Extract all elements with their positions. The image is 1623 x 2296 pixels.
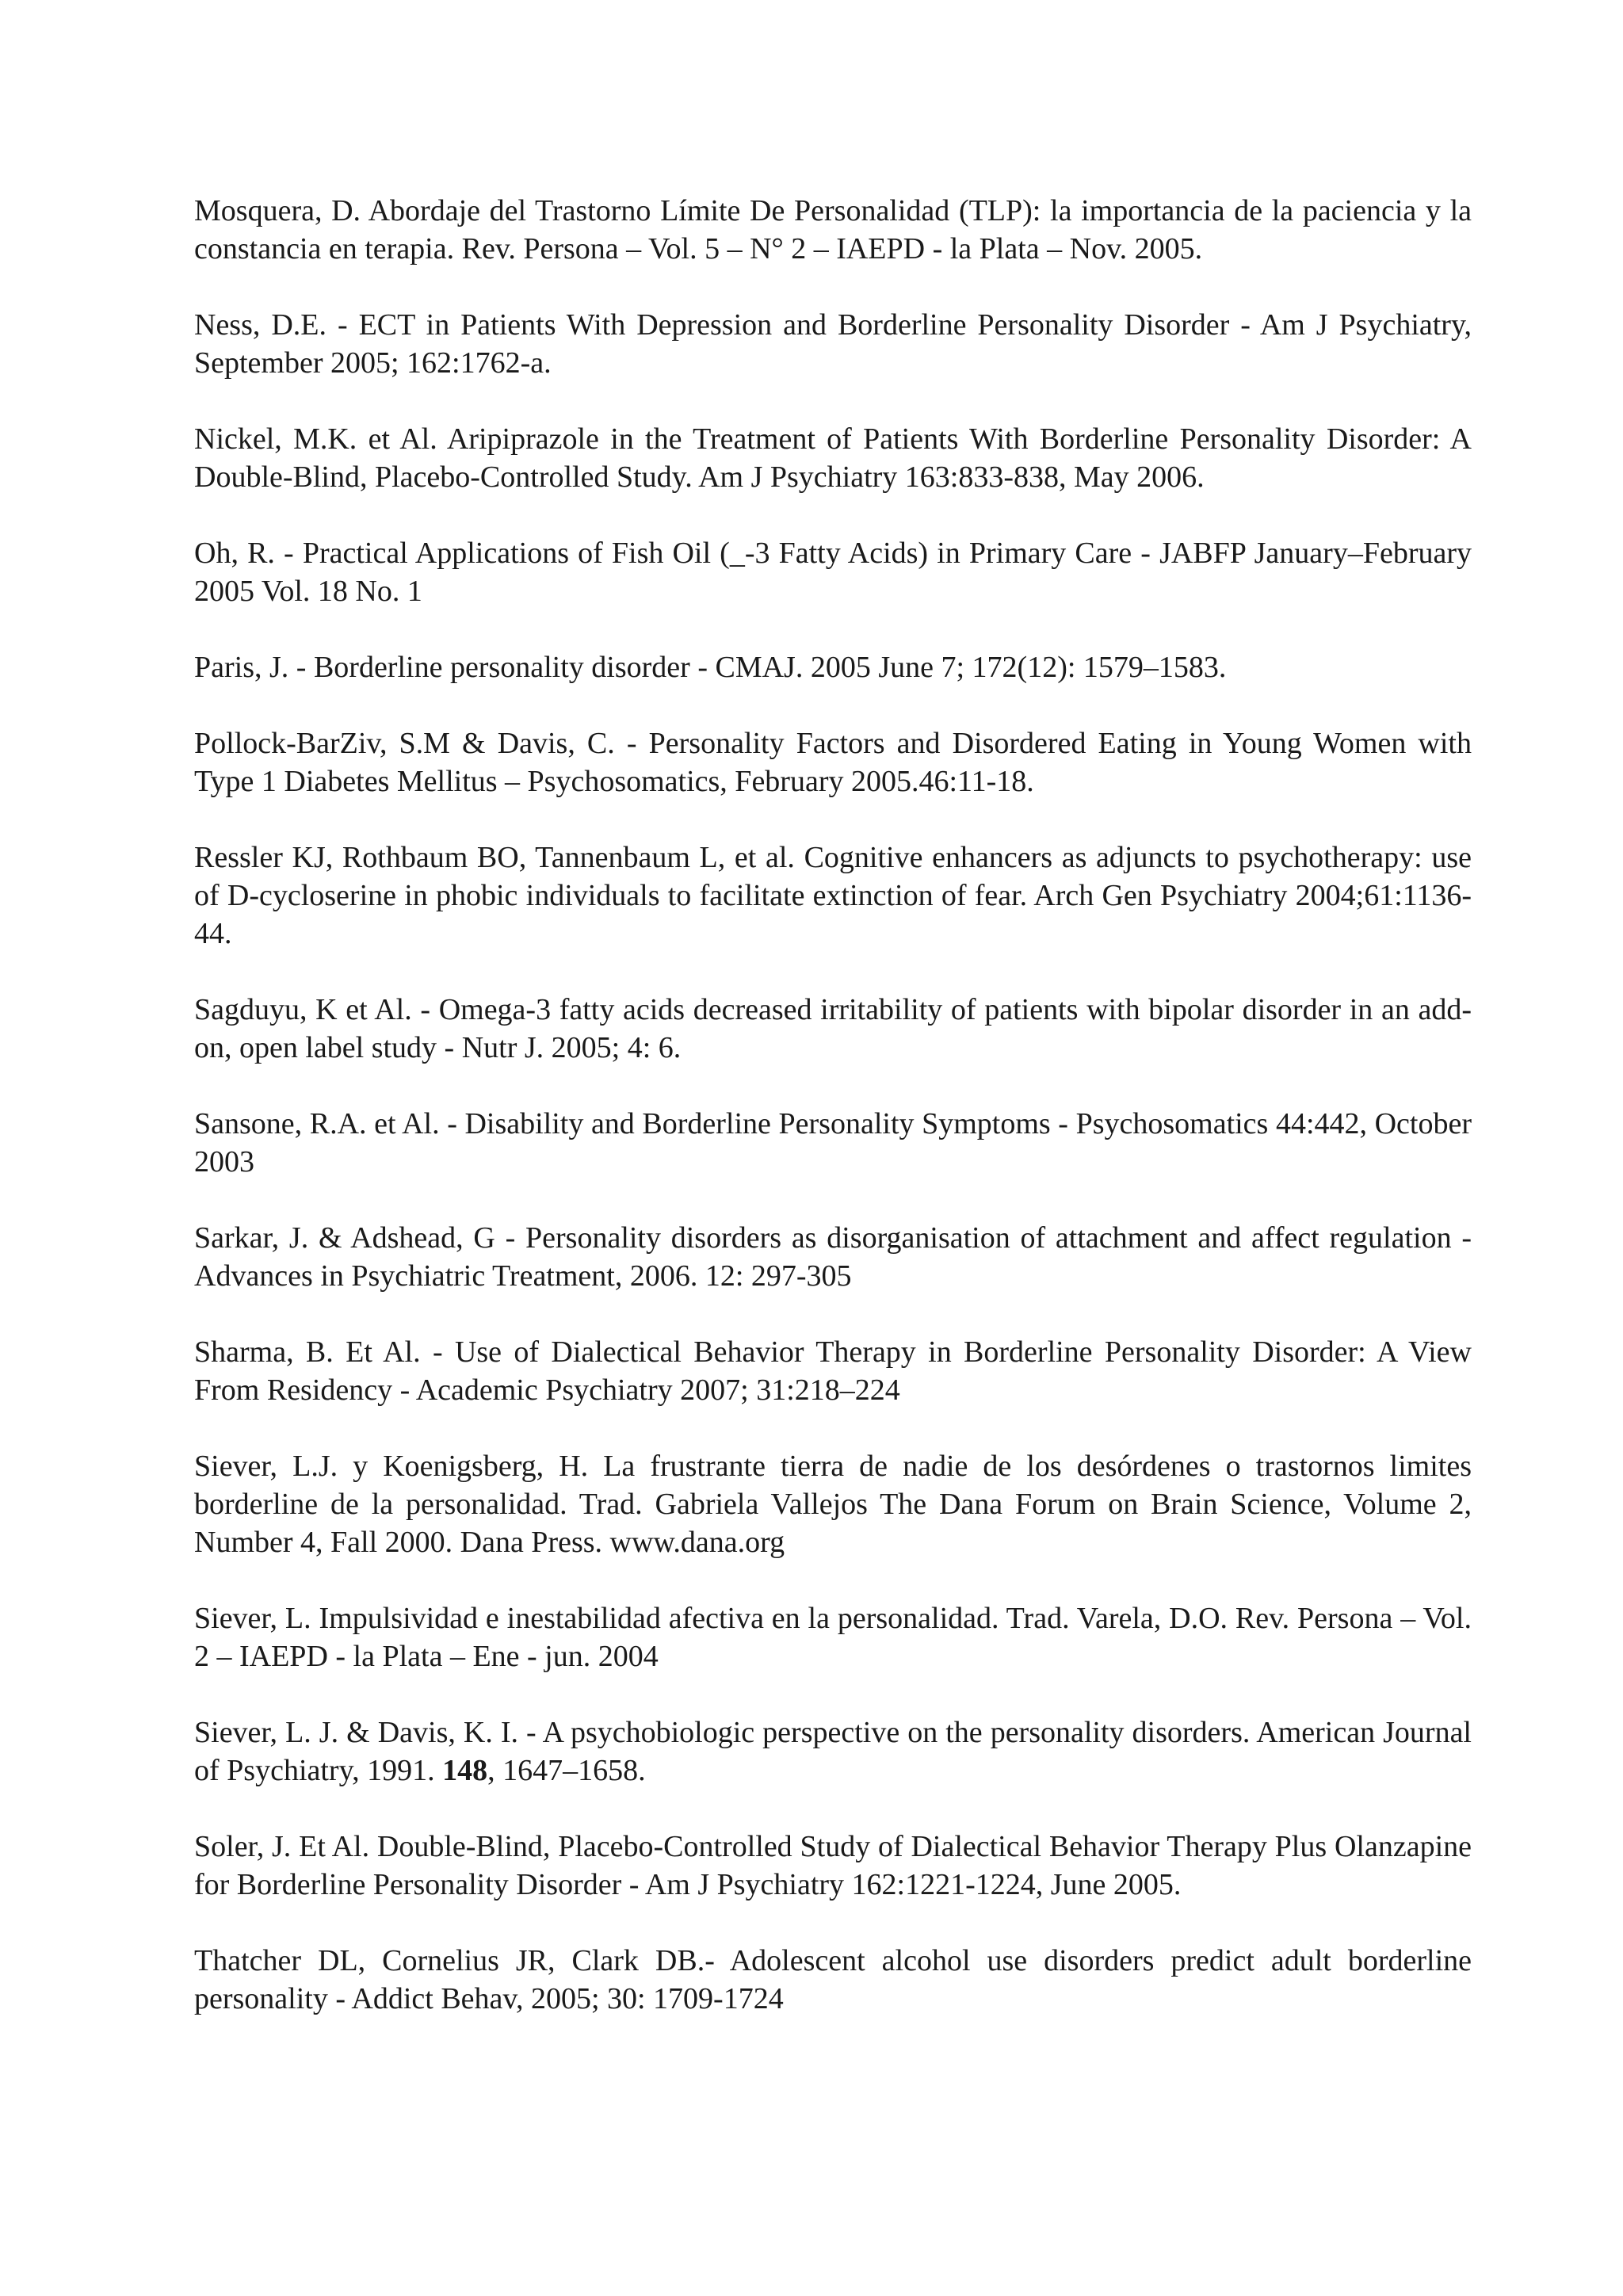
- reference-entry: Ness, D.E. - ECT in Patients With Depression and Borderline Personality Disorder - Am J Psychiatry, September 2005; 162:1762-a.: [194, 308, 1472, 380]
- reference-entry: Oh, R. - Practical Applications of Fish Oil (_-3 Fatty Acids) in Primary Care - JABFP January–February 2005 Vol. 18 No. 1: [194, 537, 1472, 608]
- volume-number: 148: [442, 1754, 488, 1787]
- reference-entry: Sagduyu, K et Al. - Omega-3 fatty acids decreased irritability of patients with bipolar disorder in an add-on, open label study - Nutr J. 2005; 4: 6.: [194, 993, 1472, 1064]
- reference-entry: Nickel, M.K. et Al. Aripiprazole in the Treatment of Patients With Borderline Personality Disorder: A Double-Blind, Placebo-Controlled Study. Am J Psychiatry 163:833-838, May 2006.: [194, 422, 1472, 494]
- reference-entry: Ressler KJ, Rothbaum BO, Tannenbaum L, et al. Cognitive enhancers as adjuncts to psychotherapy: use of D-cycloserine in phobic individuals to facilitate extinction of fear. Arch Gen Psychiatry 2004;61:1136-44.: [194, 841, 1472, 950]
- reference-entry: Pollock-BarZiv, S.M & Davis, C. - Personality Factors and Disordered Eating in Young Women with Type 1 Diabetes Mellitus – Psychosomatics, February 2005.46:11-18.: [194, 727, 1472, 798]
- reference-entry: [194, 1713, 1472, 1790]
- reference-text: , 1647–1658.: [487, 1754, 646, 1787]
- reference-list: [194, 192, 1472, 2056]
- reference-entry: Mosquera, D. Abordaje del Trastorno Límite De Personalidad (TLP): la importancia de la paciencia y la constancia en terapia. Rev. Persona – Vol. 5 – N° 2 – IAEPD - la Plata – Nov. 2005.: [194, 194, 1472, 266]
- reference-entry: Sansone, R.A. et Al. - Disability and Borderline Personality Symptoms - Psychosomatics 44:442, October 2003: [194, 1107, 1472, 1179]
- reference-entry: Paris, J. - Borderline personality disorder - CMAJ. 2005 June 7; 172(12): 1579–1583.: [194, 651, 1227, 684]
- reference-entry: Thatcher DL, Cornelius JR, Clark DB.- Adolescent alcohol use disorders predict adult borderline personality - Addict Behav, 2005; 30: 1709-1724: [194, 1944, 1472, 2015]
- reference-entry: Siever, L. Impulsividad e inestabilidad afectiva en la personalidad. Trad. Varela, D.O. Rev. Persona – Vol. 2 – IAEPD - la Plata – Ene - jun. 2004: [194, 1602, 1472, 1673]
- reference-entry: Sharma, B. Et Al. - Use of Dialectical Behavior Therapy in Borderline Personality Disorder: A View From Residency - Academic Psychiatry 2007; 31:218–224: [194, 1335, 1472, 1407]
- reference-entry: Soler, J. Et Al. Double-Blind, Placebo-Controlled Study of Dialectical Behavior Therapy Plus Olanzapine for Borderline Personality Disorder - Am J Psychiatry 162:1221-1224, June 2005.: [194, 1830, 1472, 1901]
- reference-entry: Siever, L.J. y Koenigsberg, H. La frustrante tierra de nadie de los desórdenes o trastornos limites borderline de la personalidad. Trad. Gabriela Vallejos The Dana Forum on Brain Science, Volume 2, Number 4, Fall 2000. Dana Press. www.dana.org: [194, 1450, 1472, 1559]
- reference-entry: Sarkar, J. & Adshead, G - Personality disorders as disorganisation of attachment and affect regulation - Advances in Psychiatric Treatment, 2006. 12: 297-305: [194, 1221, 1472, 1293]
- reference-text: Siever, L. J. & Davis, K. I. - A psychobiologic perspective on the personality disorders. American Journal of Psychiatry, 1991.: [194, 1716, 1472, 1787]
